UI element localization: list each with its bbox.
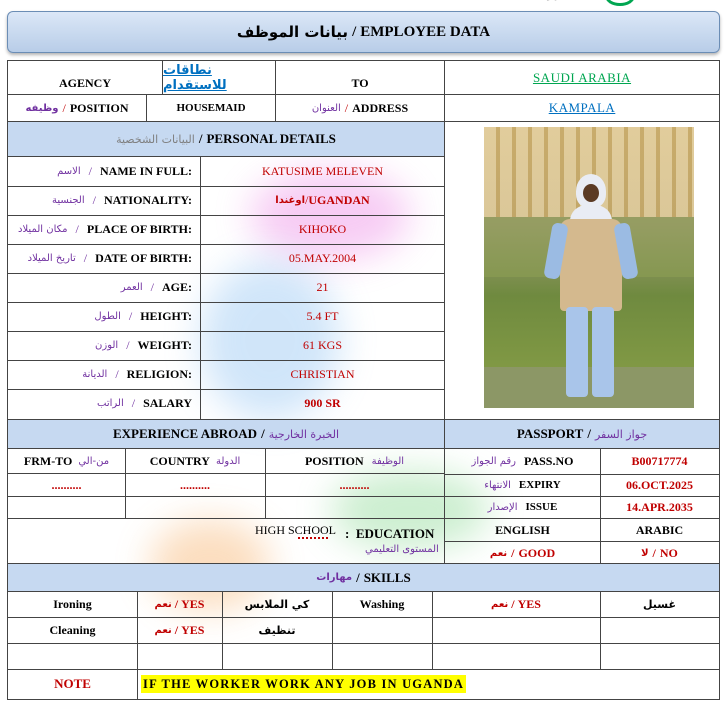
skill-washing-name-ar: غسيل [642, 598, 677, 611]
education-label-cell: : EDUCATION [345, 526, 435, 541]
skill-ironing-name-ar: كي الملابس [244, 598, 310, 611]
passport-header-label: PASSPORT [516, 426, 584, 441]
to-label: TO [351, 75, 369, 90]
address-label: ADDRESS [352, 100, 409, 115]
country-label: COUNTRY [149, 453, 210, 468]
personal-row-label-en: PLACE OF BIRTH: [86, 222, 192, 236]
personal-row-label-ar: تاريخ الميلاد [27, 253, 76, 264]
note-label: NOTE [54, 676, 91, 691]
personal-details-header-label: PERSONAL DETAILS [206, 131, 336, 146]
english-value: GOOD [518, 545, 556, 560]
personal-row-label-ar: الجنسية [52, 195, 85, 206]
personal-row-label [8, 215, 200, 244]
personal-row-label-en: NATIONALITY: [103, 193, 192, 207]
to-value [444, 61, 719, 94]
personal-row-label-ar: الوزن [95, 340, 119, 351]
skill-washing-value-ar: نعم [491, 599, 509, 610]
to-value-text[interactable]: SAUDI ARABIA [532, 69, 632, 85]
expiry-label-ar: الانتهاء [484, 479, 511, 491]
personal-row-label-ar: الطول [94, 311, 121, 322]
address-value-text[interactable]: KAMPALA [548, 100, 616, 115]
personal-row-value [201, 273, 444, 302]
skill-cleaning-value: نعم / YES [154, 623, 205, 637]
arabic-value: NO [659, 545, 678, 560]
country-heading [125, 449, 265, 473]
exp-position-label-ar: الوظيفة [371, 455, 405, 467]
personal-row-label [8, 273, 200, 302]
personal-row-value-text: KATUSIME MELEVEN [262, 164, 383, 178]
expiry-value: 06.OCT.2025 [625, 477, 694, 492]
position-value: HOUSEMAID [146, 95, 276, 121]
top-logo [540, 0, 610, 4]
frm-to-label: FRM-TO [23, 453, 73, 468]
skill-cleaning-name-ar: تنظيف [258, 624, 296, 637]
skill-washing-name: Washing [359, 597, 405, 611]
note-text: IF THE WORKER WORK ANY JOB IN UGANDA [143, 676, 465, 691]
arabic-value-cell: لا / NO [641, 545, 678, 560]
employee-photo [484, 127, 694, 408]
english-value-cell: نعم / GOOD [489, 545, 556, 560]
label-separator: / [128, 309, 133, 323]
position-label-cell: وظيفه / POSITION [25, 100, 129, 115]
education-value: HIGH SCHOOL [255, 523, 336, 537]
personal-row-value [201, 389, 444, 418]
personal-row-value [201, 331, 444, 360]
skill-ironing-value-en: YES [181, 597, 205, 611]
personal-row-label-ar: الراتب [97, 398, 124, 409]
label-separator: / [115, 367, 119, 381]
title-slash: / [352, 23, 357, 40]
personal-row-label-en: SALARY [143, 396, 192, 410]
personal-row-label-en: WEIGHT: [137, 338, 192, 352]
personal-row-label-ar: الاسم [57, 166, 81, 177]
personal-row-value-text: 05.MAY.2004 [288, 251, 357, 265]
issue-label: ISSUE [525, 501, 558, 513]
experience-header-ar: الخبرة الخارجية [268, 427, 340, 441]
skills-header-label: SKILLS [363, 569, 411, 585]
label-separator: / [131, 396, 136, 410]
address-label-ar: العنوان [311, 102, 341, 114]
frm-to-label-ar: من-الي [78, 455, 110, 467]
personal-row-value-ar: اوغندا [275, 195, 306, 206]
agency-value [162, 61, 276, 94]
label-separator: / [150, 280, 154, 294]
expiry-label-cell [445, 474, 600, 496]
education-label: EDUCATION [355, 526, 435, 541]
logo-arc [605, 0, 635, 6]
personal-row-label-ar: الديانة [82, 369, 108, 380]
personal-row-label-en: HEIGHT: [140, 309, 192, 323]
personal-row-value-text: KIHOKO [298, 222, 347, 236]
personal-row-value [201, 157, 444, 186]
personal-row-label-en: RELIGION: [126, 367, 192, 381]
skill-washing-value-en: YES [517, 597, 541, 611]
label-separator: / [83, 251, 88, 265]
pass-no-label-ar: رقم الجواز [471, 456, 517, 467]
country-value: .......... [180, 477, 210, 492]
value-separator: / [305, 193, 309, 207]
skill-cleaning-value-en: YES [181, 623, 205, 637]
passport-header-ar: جواز السفر [594, 427, 648, 441]
personal-row-label [8, 302, 200, 331]
agency-value-text[interactable]: نطاقات للاستقدام [163, 62, 227, 93]
personal-row-value [201, 215, 444, 244]
personal-row-label [8, 157, 200, 186]
label-separator: / [88, 164, 92, 178]
skill-washing-value: نعم / YES [491, 597, 541, 611]
personal-row-label-en: DATE OF BIRTH: [95, 251, 192, 265]
pass-no-value: B00717774 [631, 454, 688, 468]
pass-no-label: PASS.NO [524, 454, 574, 468]
personal-row-label [8, 331, 200, 360]
title-ar: بيانات الموظف [236, 23, 349, 41]
skill-cleaning-value-ar: نعم [154, 625, 172, 636]
address-label-cell: العنوان / ADDRESS [311, 100, 409, 115]
skill-ironing-value: نعم / YES [154, 597, 205, 611]
page-title: EMPLOYEE DATA [360, 23, 491, 40]
skill-cleaning-name: Cleaning [49, 623, 96, 637]
personal-row-label-ar: مكان الميلاد [18, 224, 68, 235]
skill-ironing-name: Ironing [53, 597, 92, 611]
issue-label-cell [445, 496, 600, 518]
label-separator: / [92, 193, 96, 207]
position-label: POSITION [69, 100, 129, 115]
note-highlight [141, 675, 466, 693]
label-separator: / [126, 338, 130, 352]
personal-row-value [201, 302, 444, 331]
personal-row-value-text: 61 KGS [302, 338, 342, 352]
personal-row-label-en: AGE: [162, 280, 192, 294]
personal-row-value-text: CHRISTIAN [290, 367, 355, 381]
personal-details-header-ar: البيانات الشخصية [116, 132, 195, 146]
education-value-cell [255, 523, 336, 538]
passport-header: PASSPORT / جواز السفر [445, 420, 719, 448]
label-separator: / [75, 222, 79, 236]
issue-label-ar: الإصدار [487, 501, 518, 513]
address-value [444, 95, 719, 121]
country-label-ar: الدولة [215, 455, 241, 467]
personal-row-label [8, 244, 200, 273]
personal-row-value [201, 360, 444, 389]
frm-to-value: .......... [51, 477, 82, 492]
exp-position-label: POSITION [304, 453, 364, 468]
issue-value: 14.APR.2035 [626, 499, 693, 514]
personal-row-value-text: 900 SR [304, 396, 341, 410]
personal-row-label [8, 389, 200, 418]
personal-row-label [8, 186, 200, 215]
position-value-exp: .......... [339, 477, 370, 492]
personal-row-value [201, 186, 444, 215]
personal-row-label-ar: العمر [120, 282, 143, 293]
personal-row-value [201, 244, 444, 273]
skills-header: مهارات / SKILLS [8, 564, 719, 591]
personal-details-header: البيانات الشخصية / PERSONAL DETAILS [8, 122, 444, 156]
arabic-label: ARABIC [635, 522, 684, 537]
personal-row-label-en: NAME IN FULL: [100, 164, 192, 178]
personal-row-value-text: UGANDAN [308, 193, 370, 207]
agency-label: AGENCY [58, 75, 111, 90]
pass-no-label-cell [445, 449, 600, 474]
experience-header-label: EXPERIENCE ABROAD [112, 426, 258, 441]
english-value-ar: نعم [489, 547, 508, 559]
position-heading [265, 449, 444, 473]
skills-header-ar: مهارات [316, 572, 353, 583]
position-label-ar: وظيفه [25, 102, 59, 114]
experience-header: EXPERIENCE ABROAD / الخبرة الخارجية [8, 420, 444, 448]
personal-row-value-text: 21 [316, 280, 329, 294]
personal-row-value-text: 5.4 FT [306, 309, 339, 323]
personal-row-label [8, 360, 200, 389]
expiry-label: EXPIRY [518, 479, 561, 491]
english-label: ENGLISH [495, 522, 550, 537]
education-dots [298, 537, 328, 539]
skill-ironing-value-ar: نعم [154, 599, 172, 610]
education-label-ar: المستوى التعليمي [365, 544, 439, 555]
title-bar [7, 11, 720, 53]
frm-to-heading [8, 449, 125, 473]
arabic-value-ar: لا [641, 547, 649, 559]
